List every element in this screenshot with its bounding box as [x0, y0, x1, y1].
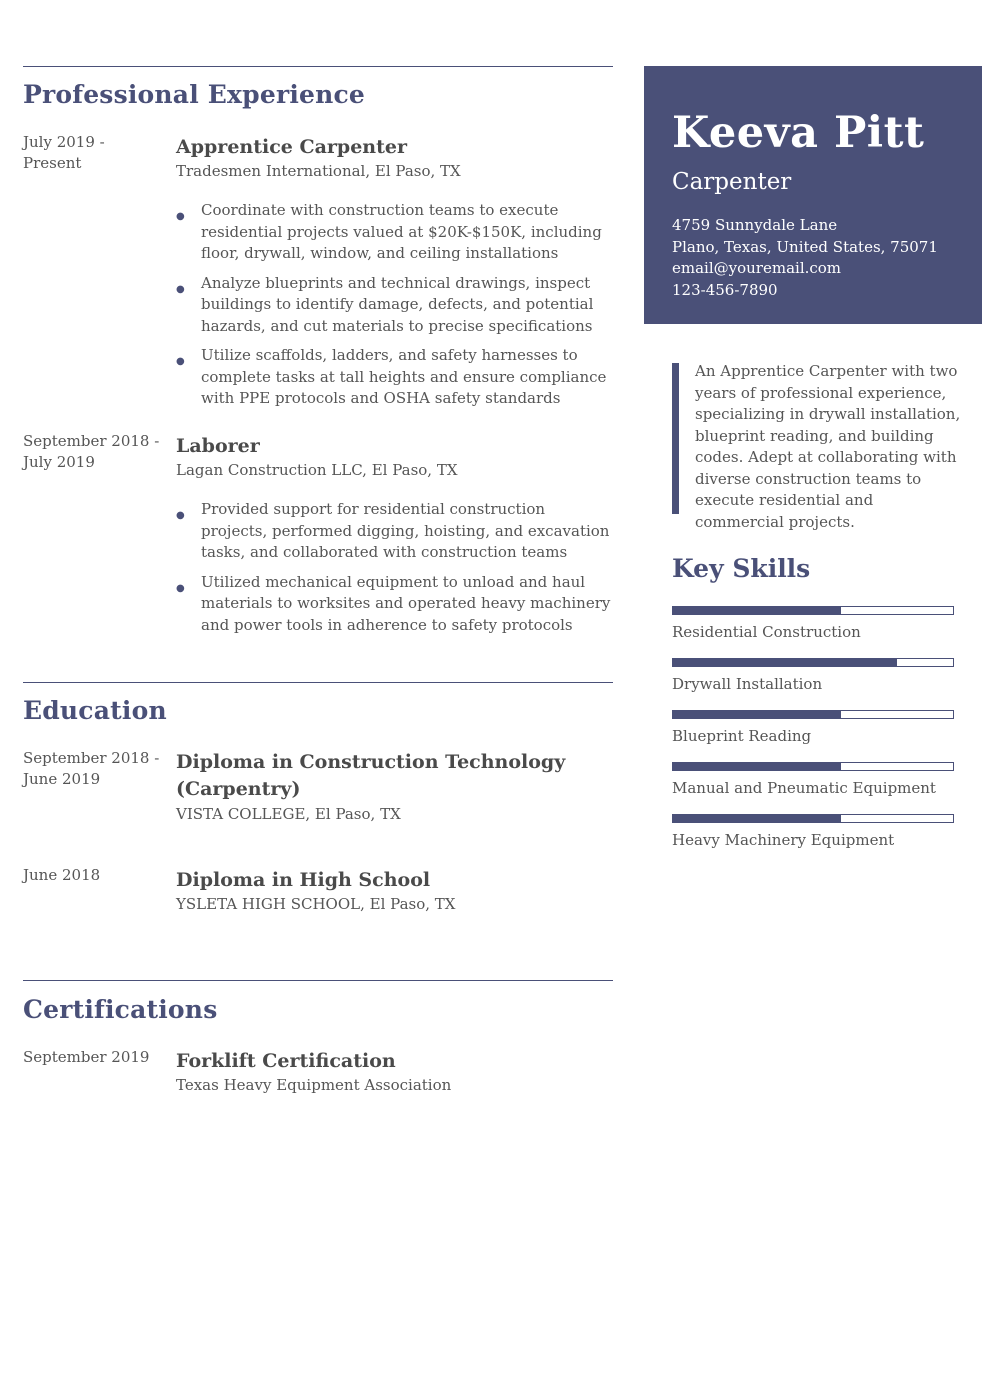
- skill-meter: [672, 658, 954, 667]
- address-line: 4759 Sunnydale Lane: [672, 216, 838, 234]
- job-date: September 2018 - July 2019: [23, 432, 160, 471]
- degree-title: Diploma in High School: [176, 869, 431, 891]
- education-entry: [176, 867, 616, 915]
- skill-meter-fill: [673, 659, 897, 666]
- skill-meter: [672, 762, 954, 771]
- skill-meter-fill: [673, 815, 841, 822]
- school-name: VISTA COLLEGE, El Paso, TX: [176, 805, 401, 823]
- skill-item: [672, 814, 954, 849]
- job-organization: Tradesmen International, El Paso, TX: [176, 162, 461, 180]
- degree-title: Diploma in Construction Technology (Carpentry): [176, 751, 566, 800]
- summary-accent-bar: [672, 363, 679, 514]
- bullet-icon: ●: [176, 582, 185, 594]
- job-role: Apprentice Carpenter: [176, 136, 407, 158]
- bullet-icon: ●: [176, 283, 185, 295]
- skill-meter: [672, 606, 954, 615]
- skill-item: [672, 606, 954, 641]
- skills-heading: Key Skills: [672, 554, 811, 583]
- experience-heading: Professional Experience: [23, 80, 366, 109]
- section-divider: [23, 682, 613, 683]
- skill-label: Manual and Pneumatic Equipment: [672, 779, 936, 797]
- certification-date: September 2019: [23, 1048, 150, 1066]
- list-item: ● Coordinate with construction teams to execute residential projects valued at $20K-$150K, including floor, drywall, window, and ceiling installations: [176, 201, 602, 262]
- certification-issuer: Texas Heavy Equipment Association: [176, 1076, 452, 1094]
- email-link[interactable]: email@youremail.com: [672, 259, 842, 277]
- candidate-name: Keeva Pitt: [672, 108, 925, 158]
- job-date: July 2019 - Present: [23, 133, 105, 172]
- bullet-icon: ●: [176, 211, 185, 222]
- certification-name: Forklift Certification: [176, 1050, 396, 1072]
- profile-summary: An Apprentice Carpenter with two years of professional experience, specializing in drywall installation, blueprint reading, and building codes. Adept at collaborating with diverse construction teams to execute residential and commercial projects.: [695, 362, 961, 531]
- skill-meter-fill: [673, 607, 841, 614]
- education-entry: [176, 749, 616, 825]
- education-date: June 2018: [23, 866, 101, 884]
- bullet-icon: ●: [176, 356, 185, 367]
- skill-label: Blueprint Reading: [672, 727, 812, 745]
- skill-label: Drywall Installation: [672, 675, 823, 693]
- skill-item: [672, 710, 954, 745]
- skill-meter-fill: [673, 711, 841, 718]
- address-line: Plano, Texas, United States, 75071: [672, 237, 938, 256]
- school-name: YSLETA HIGH SCHOOL, El Paso, TX: [176, 895, 456, 913]
- skill-label: Residential Construction: [672, 623, 861, 641]
- list-item: ● Analyze blueprints and technical drawings, inspect buildings to identify damage, defects, and potential hazards, and cut materials to precise specifications: [176, 273, 594, 335]
- job-entry: [176, 134, 616, 418]
- job-organization: Lagan Construction LLC, El Paso, TX: [176, 461, 458, 479]
- job-bullets: [176, 499, 616, 636]
- skill-item: [672, 658, 954, 693]
- job-role: Laborer: [176, 435, 260, 457]
- section-divider: [23, 980, 613, 981]
- certification-entry: [176, 1048, 616, 1096]
- job-bullets: [176, 200, 616, 410]
- list-item: ● Utilize scaffolds, ladders, and safety harnesses to complete tasks at tall heights and ensure compliance with PPE protocols and OSHA safety standards: [176, 346, 607, 407]
- education-heading: Education: [23, 696, 167, 725]
- education-date: September 2018 - June 2019: [23, 749, 160, 788]
- skill-label: Heavy Machinery Equipment: [672, 831, 895, 849]
- list-item: ● Provided support for residential construction projects, performed digging, hoisting, and excavation tasks, and collaborated with construction teams: [176, 500, 610, 561]
- section-divider: [23, 66, 613, 67]
- bullet-icon: ●: [176, 510, 185, 521]
- profile-header: [644, 66, 982, 324]
- skill-meter-fill: [673, 763, 841, 770]
- list-item: ● Utilized mechanical equipment to unload and haul materials to worksites and operated heavy machinery and power tools in adherence to safety protocols: [176, 572, 611, 634]
- job-entry: [176, 433, 616, 644]
- candidate-title: Carpenter: [672, 169, 792, 195]
- contact-info: [672, 215, 938, 301]
- phone-number: 123-456-7890: [672, 280, 778, 299]
- certifications-heading: Certifications: [23, 995, 218, 1024]
- skill-meter: [672, 814, 954, 823]
- skill-item: [672, 762, 954, 797]
- skill-meter: [672, 710, 954, 719]
